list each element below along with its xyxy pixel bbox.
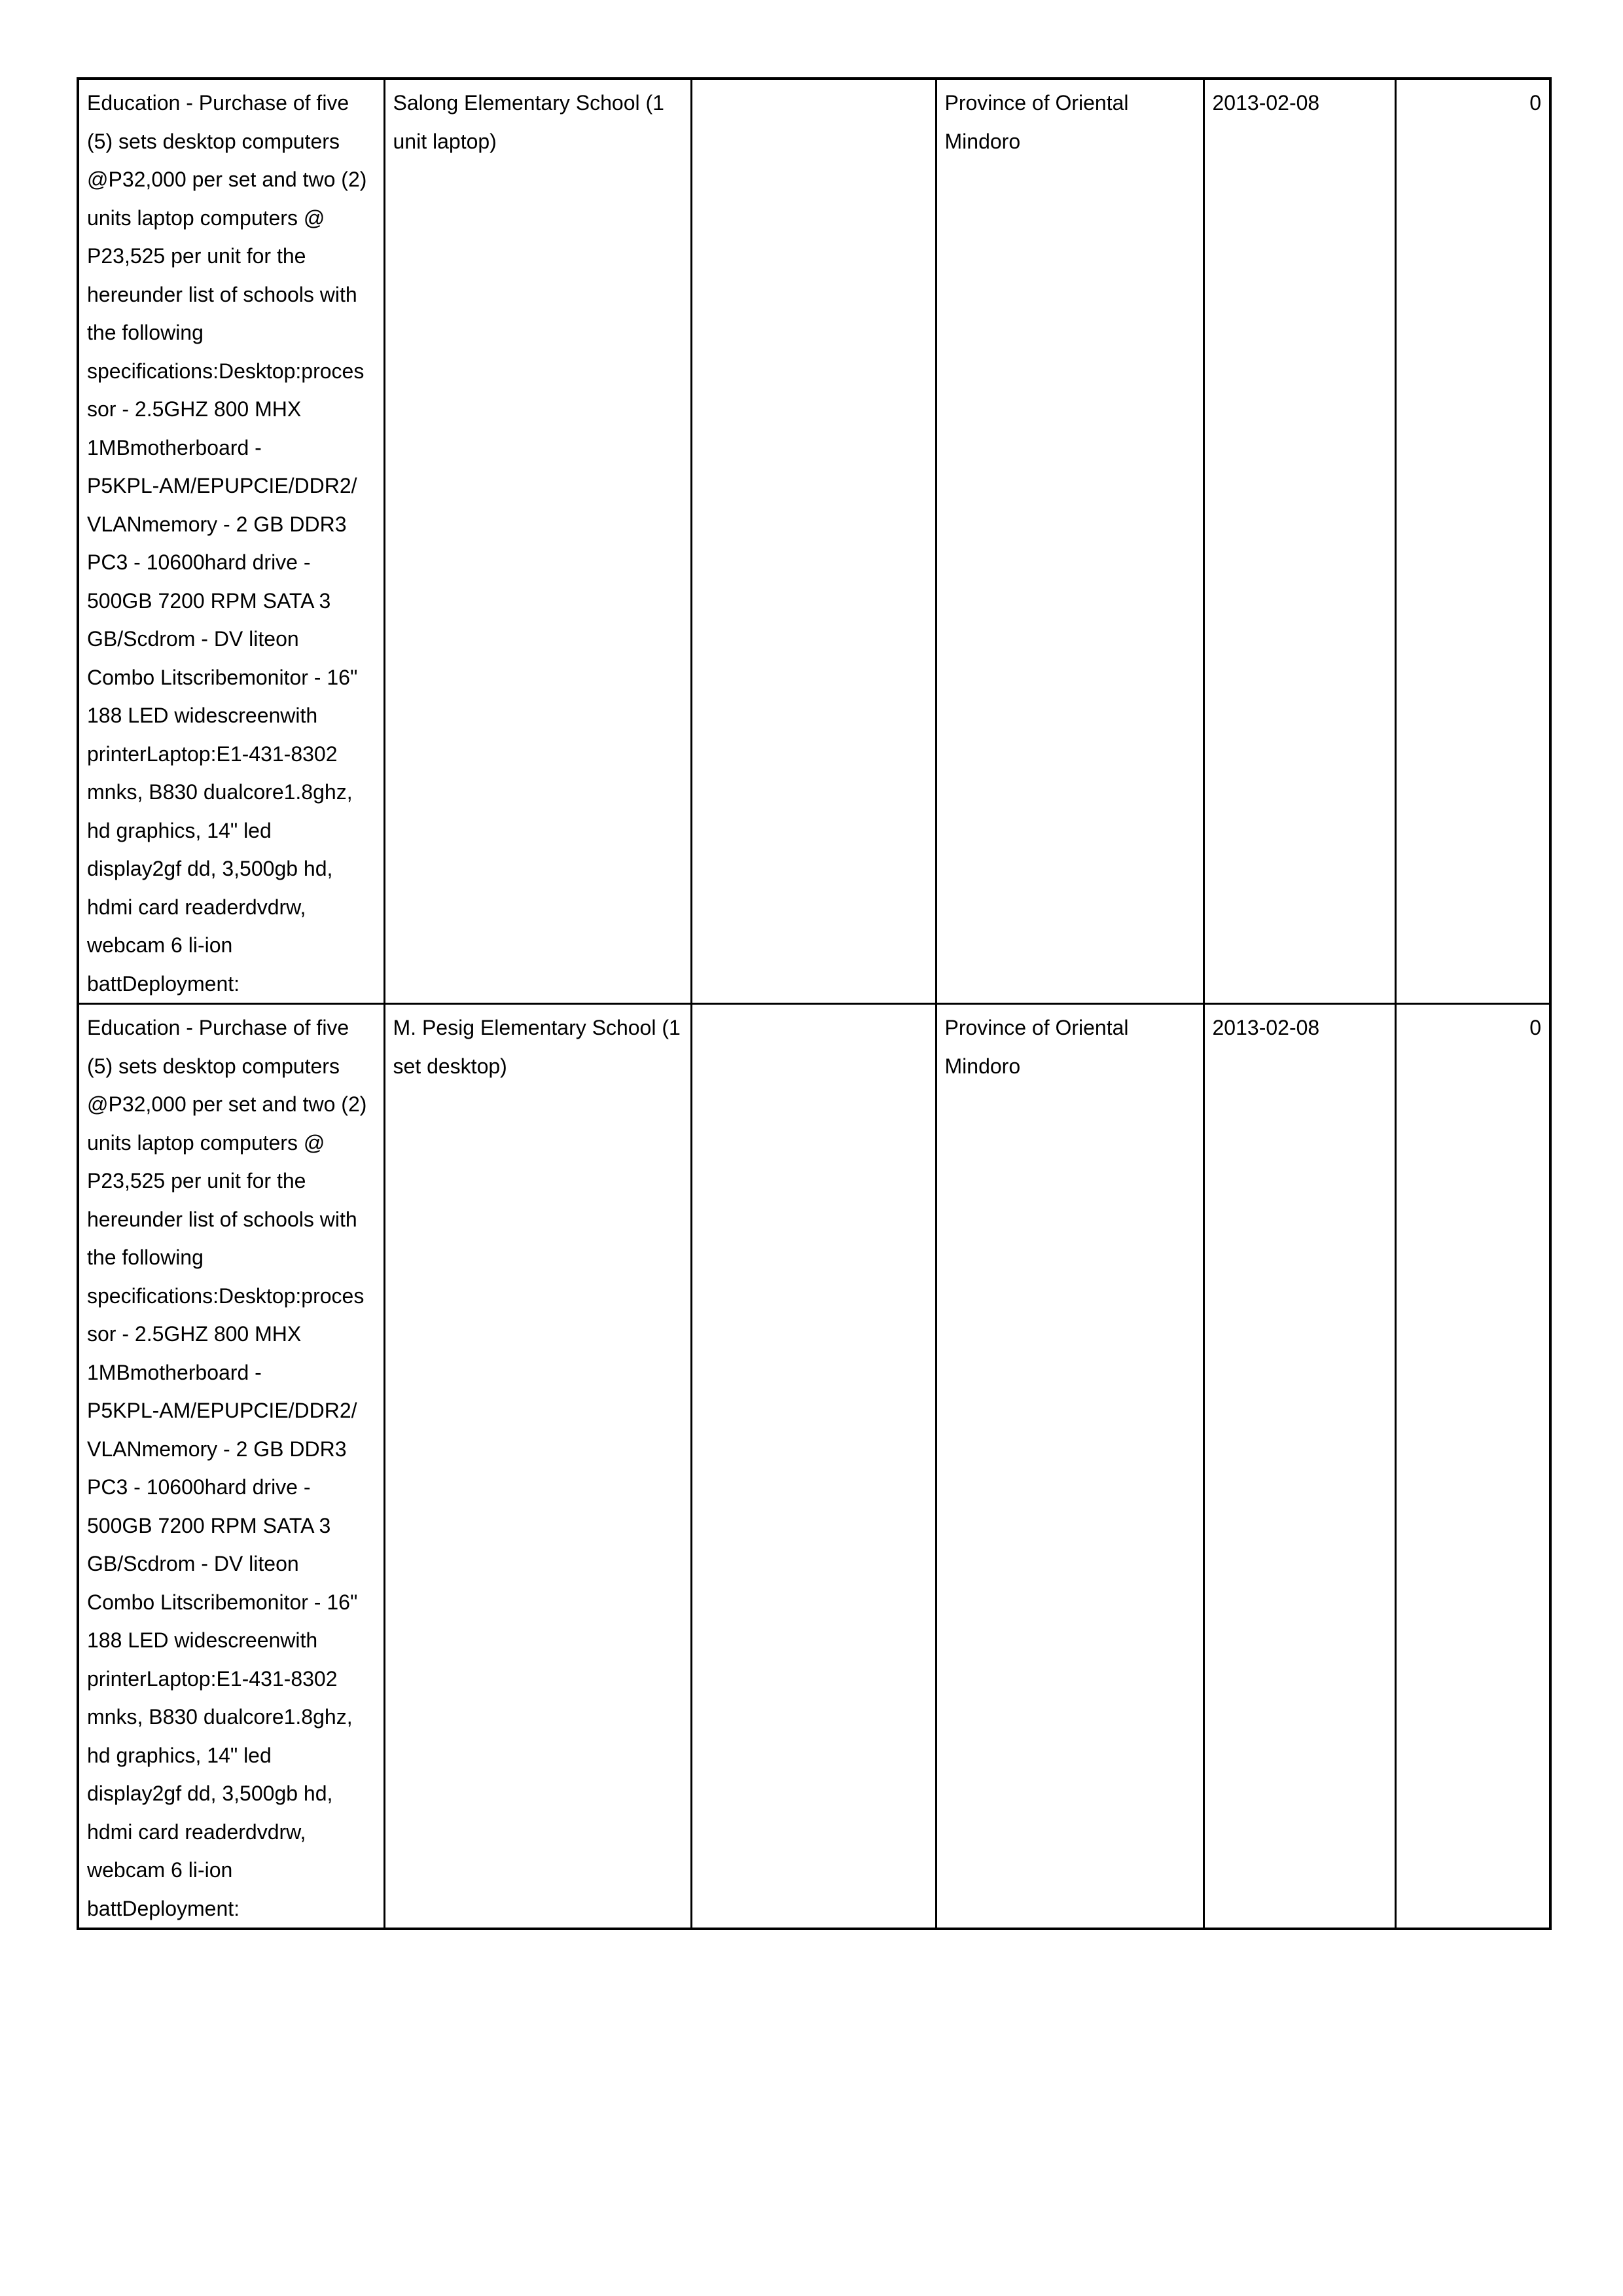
project-table-body bbox=[78, 79, 1550, 1929]
date-cell: 2013-02-08 bbox=[1204, 79, 1395, 1004]
description-line: mnks, B830 dualcore1.8ghz, bbox=[87, 1705, 353, 1729]
description-line: 500GB 7200 RPM SATA 3 bbox=[87, 1513, 331, 1537]
description-line: specifications:Desktop:proces bbox=[87, 1283, 365, 1308]
description-line: 188 LED widescreenwith bbox=[87, 1628, 318, 1652]
description-line: PC3 - 10600hard drive - bbox=[87, 1475, 311, 1499]
description-line: hereunder list of schools with bbox=[87, 282, 357, 306]
description-line: webcam 6 li-ion bbox=[87, 1858, 233, 1882]
description-line: units laptop computers @ bbox=[87, 206, 325, 230]
description-line: Education - Purchase of five bbox=[87, 91, 349, 115]
description-line: 1MBmotherboard - bbox=[87, 435, 262, 459]
description-line: battDeployment: bbox=[87, 971, 240, 996]
location-cell: Province of Oriental Mindoro bbox=[936, 1004, 1204, 1929]
description-line: GB/Scdrom - DV liteon bbox=[87, 1552, 299, 1575]
description-line: Combo Litscribemonitor - 16" bbox=[87, 665, 358, 689]
description-line: mnks, B830 dualcore1.8ghz, bbox=[87, 780, 353, 804]
description-line: 188 LED widescreenwith bbox=[87, 704, 318, 727]
description-cell bbox=[78, 1004, 384, 1929]
blank-cell bbox=[691, 1004, 936, 1929]
description-line: P23,525 per unit for the bbox=[87, 244, 306, 268]
description-line: Combo Litscribemonitor - 16" bbox=[87, 1590, 358, 1614]
description-line: VLANmemory - 2 GB DDR3 bbox=[87, 1437, 347, 1461]
description-line: printerLaptop:E1-431-8302 bbox=[87, 1666, 338, 1691]
description-line: sor - 2.5GHZ 800 MHX bbox=[87, 397, 302, 421]
blank-cell bbox=[691, 79, 936, 1004]
description-line: P5KPL-AM/EPUPCIE/DDR2/ bbox=[87, 1399, 357, 1422]
date-cell: 2013-02-08 bbox=[1204, 1004, 1395, 1929]
description-line: specifications:Desktop:proces bbox=[87, 359, 365, 383]
description-line: (5) sets desktop computers bbox=[87, 1054, 340, 1078]
recipient-cell: M. Pesig Elementary School (1 set desktop) bbox=[384, 1004, 691, 1929]
description-line: VLANmemory - 2 GB DDR3 bbox=[87, 512, 347, 536]
amount-cell: 0 bbox=[1395, 79, 1550, 1004]
description-line: (5) sets desktop computers bbox=[87, 129, 340, 153]
description-line: hdmi card readerdvdrw, bbox=[87, 895, 306, 919]
table-row bbox=[78, 79, 1550, 1004]
description-line: @P32,000 per set and two (2) bbox=[87, 168, 367, 191]
location-cell: Province of Oriental Mindoro bbox=[936, 79, 1204, 1004]
description-line: printerLaptop:E1-431-8302 bbox=[87, 742, 338, 766]
description-line: P5KPL-AM/EPUPCIE/DDR2/ bbox=[87, 474, 357, 497]
description-line: 1MBmotherboard - bbox=[87, 1360, 262, 1384]
description-line: @P32,000 per set and two (2) bbox=[87, 1092, 367, 1116]
description-line: display2gf dd, 3,500gb hd, bbox=[87, 1782, 333, 1805]
description-line: GB/Scdrom - DV liteon bbox=[87, 627, 299, 651]
description-line: hd graphics, 14" led bbox=[87, 818, 272, 842]
description-line: PC3 - 10600hard drive - bbox=[87, 550, 311, 574]
description-line: the following bbox=[87, 1246, 204, 1269]
description-line: P23,525 per unit for the bbox=[87, 1169, 306, 1193]
amount-cell: 0 bbox=[1395, 1004, 1550, 1929]
description-line: 500GB 7200 RPM SATA 3 bbox=[87, 588, 331, 613]
description-line: hdmi card readerdvdrw, bbox=[87, 1820, 306, 1844]
description-line: hd graphics, 14" led bbox=[87, 1743, 272, 1767]
description-line: battDeployment: bbox=[87, 1896, 240, 1920]
table-row bbox=[78, 1004, 1550, 1929]
description-line: sor - 2.5GHZ 800 MHX bbox=[87, 1322, 302, 1346]
description-line: units laptop computers @ bbox=[87, 1130, 325, 1155]
description-line: the following bbox=[87, 321, 204, 344]
recipient-cell: Salong Elementary School (1 unit laptop) bbox=[384, 79, 691, 1004]
project-table bbox=[77, 77, 1552, 1930]
description-line: webcam 6 li-ion bbox=[87, 933, 233, 957]
description-cell bbox=[78, 79, 384, 1004]
description-line: display2gf dd, 3,500gb hd, bbox=[87, 857, 333, 880]
description-line: Education - Purchase of five bbox=[87, 1016, 349, 1039]
description-line: hereunder list of schools with bbox=[87, 1207, 357, 1231]
